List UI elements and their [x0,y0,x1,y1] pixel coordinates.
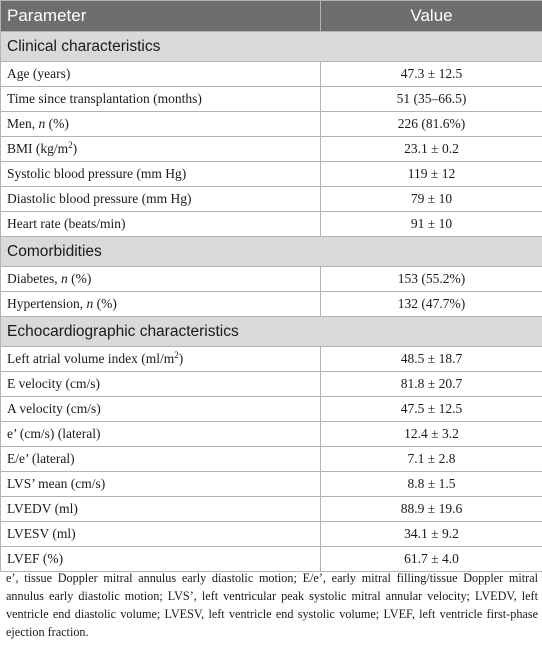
parameter-cell [1,112,321,137]
value-cell: 226 (81.6%) [321,112,542,137]
superscript: 2 [68,140,73,150]
parameter-cell [1,212,321,237]
section-title: Echocardiographic characteristics [1,317,542,347]
value-cell: 23.1 ± 0.2 [321,137,542,162]
value-cell: 12.4 ± 3.2 [321,422,542,447]
section-header-row [1,237,542,267]
header-value: Value [321,1,542,32]
value-cell: 7.1 ± 2.8 [321,447,542,472]
table-row [1,547,542,572]
parameter-label: Heart rate (beats/min) [7,216,126,231]
section-header-row [1,32,542,62]
parameter-cell [1,547,321,572]
value-cell: 34.1 ± 9.2 [321,522,542,547]
parameter-label: E/e’ (lateral) [7,451,75,466]
section-title: Comorbidities [1,237,542,267]
parameter-label: Hypertension, [7,296,87,311]
parameter-label: LVESV (ml) [7,526,76,541]
parameter-label: e’ (cm/s) (lateral) [7,426,101,441]
table-row [1,162,542,187]
parameter-cell [1,137,321,162]
value-cell: 51 (35–66.5) [321,87,542,112]
value-cell: 81.8 ± 20.7 [321,372,542,397]
parameter-cell [1,347,321,372]
parameter-cell [1,292,321,317]
parameter-cell [1,162,321,187]
parameter-cell [1,522,321,547]
value-cell: 153 (55.2%) [321,267,542,292]
table-row [1,372,542,397]
table-row [1,422,542,447]
value-cell: 48.5 ± 18.7 [321,347,542,372]
superscript: 2 [174,350,179,360]
italic-n: n [38,116,46,131]
parameter-cell [1,62,321,87]
parameter-cell [1,447,321,472]
value-cell: 47.5 ± 12.5 [321,397,542,422]
parameter-label: LVEDV (ml) [7,501,78,516]
table-row [1,472,542,497]
parameter-label-suffix: (%) [67,271,92,286]
parameter-label: Age (years) [7,66,71,81]
table-row [1,292,542,317]
header-parameter: Parameter [1,1,321,32]
parameter-cell [1,267,321,292]
parameter-label-suffix: ) [72,141,78,156]
parameter-label: Time since transplantation (months) [7,91,202,106]
value-cell: 8.8 ± 1.5 [321,472,542,497]
parameter-cell [1,87,321,112]
parameter-label-suffix: ) [178,351,184,366]
parameter-label-suffix: (%) [93,296,117,311]
table-row [1,62,542,87]
table-row [1,112,542,137]
section-title: Clinical characteristics [1,32,542,62]
table-row [1,137,542,162]
table-row [1,447,542,472]
parameter-label: A velocity (cm/s) [7,401,101,416]
parameter-label: Men, [7,116,39,131]
parameter-label: Diastolic blood pressure (mm Hg) [7,191,192,206]
italic-n: n [86,296,94,311]
parameter-cell [1,187,321,212]
parameter-cell [1,422,321,447]
parameter-cell [1,472,321,497]
value-cell: 79 ± 10 [321,187,542,212]
parameter-label: Left atrial volume index (ml/m [7,351,175,366]
italic-n: n [60,271,68,286]
value-cell: 47.3 ± 12.5 [321,62,542,87]
value-cell: 119 ± 12 [321,162,542,187]
table-body [1,1,542,572]
parameter-label: Diabetes, [7,271,61,286]
table-row [1,347,542,372]
parameter-label: BMI (kg/m [7,141,69,156]
value-cell: 91 ± 10 [321,212,542,237]
parameter-label: LVEF (%) [7,551,64,566]
parameter-label-suffix: (%) [45,116,69,131]
parameter-label: LVS’ mean (cm/s) [7,476,106,491]
table-footnote: e’, tissue Doppler mitral annulus early diastolic motion; E/e’, early mitral filling/tissue Doppler mitral annulus early diastolic motion; LVS’, left ventricular peak systolic mitral annular velocity; LVEDV, left ventricle end diastolic volume; LVESV, left ventricle end systolic volume; LVEF, left ventricle first-phase ejection fraction. [6,571,538,639]
table-row [1,87,542,112]
parameter-label: E velocity (cm/s) [7,376,100,391]
table-header-row [1,1,542,32]
table-row [1,212,542,237]
table-row [1,187,542,212]
parameter-cell [1,397,321,422]
table-row [1,267,542,292]
value-cell: 88.9 ± 19.6 [321,497,542,522]
section-header-row [1,317,542,347]
table-row [1,497,542,522]
parameter-label: Systolic blood pressure (mm Hg) [7,166,187,181]
value-cell: 132 (47.7%) [321,292,542,317]
table-row [1,397,542,422]
value-cell: 61.7 ± 4.0 [321,547,542,572]
parameter-cell [1,372,321,397]
parameter-cell [1,497,321,522]
table-row [1,522,542,547]
